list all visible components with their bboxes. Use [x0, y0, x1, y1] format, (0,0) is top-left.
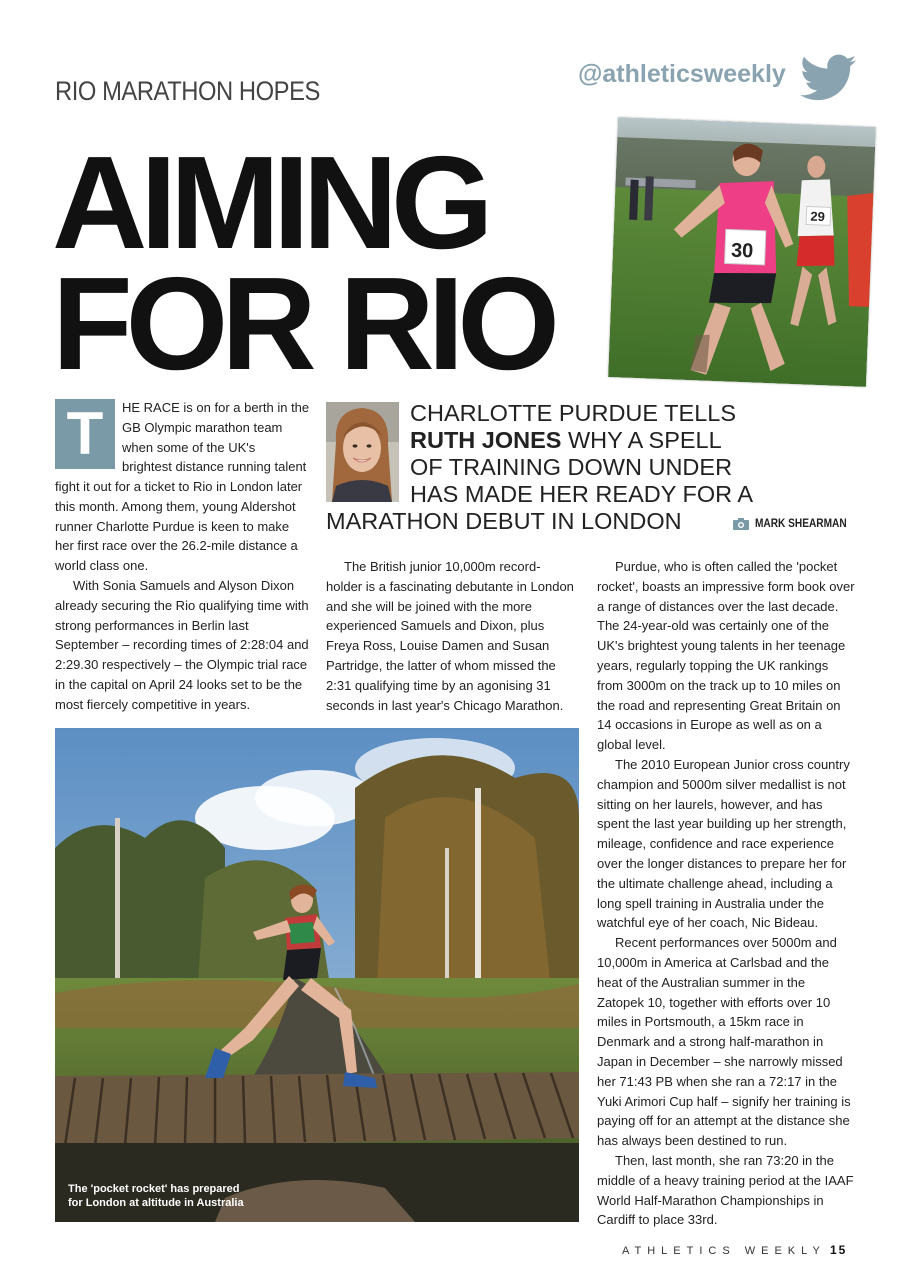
paragraph: Purdue, who is often called the 'pocket rocket', boasts an impressive form book over a range of distances over the last decade. The 24-year-old was certainly one of the UK's brightest young talents in her teenage years, regularly topping the UK rankings from 3000m on the track up to 10 miles on the road and representing Great Britain on 14 occasions in Europe as well as on a global level.	[597, 559, 855, 753]
column-3	[597, 557, 855, 1230]
deck-line-5: MARATHON DEBUT IN LONDON	[326, 508, 682, 534]
camera-icon	[733, 518, 749, 530]
paragraph: The 2010 European Junior cross country champion and 5000m silver medallist is not sitting on her laurels, however, and has spent the last year building up her strength, mileage, confidence and race experience over the longer distances to prepare her for the ultimate challenge ahead, including a long spell training in Australia under the watchful eye of her coach, Nic Bideau.	[597, 756, 850, 931]
paragraph: With Sonia Samuels and Alyson Dixon already securing the Rio qualifying time with strong performances in Berlin last September – recording times of 2:28:04 and 2:29.30 respectively – the Olympic trial race in the capital on April 24 looks set to be the most fiercely competitive in years.	[55, 577, 309, 712]
bib-29: 29	[810, 208, 826, 225]
drop-cap: T	[55, 399, 115, 469]
intro-line: GB Olympic marathon team	[122, 419, 283, 435]
caption-line: for London at altitude in Australia	[68, 1196, 244, 1209]
column-2	[326, 557, 576, 715]
headline-line-2: FOR RIO	[52, 250, 553, 397]
deck-line-3: OF TRAINING DOWN UNDER	[410, 454, 733, 480]
headline-line-1: AIMING	[52, 129, 487, 276]
intro-line: brightest distance running talent	[122, 459, 307, 475]
caption-line: The 'pocket rocket' has prepared	[68, 1183, 240, 1195]
twitter-bird-icon[interactable]	[800, 54, 856, 102]
cross-country-race-photo	[608, 117, 876, 387]
paragraph: fight it out for a ticket to Rio in London later this month. Among them, young Aldershot runner Charlotte Purdue is keen to make her first race over the 26.2-mile distance a world class one.	[55, 479, 303, 574]
section-label: RIO MARATHON HOPES	[55, 76, 320, 106]
photo-caption	[68, 1183, 268, 1210]
deck-line-1: CHARLOTTE PURDUE TELLS	[410, 400, 737, 426]
footer-brand: ATHLETICS WEEKLY	[622, 1245, 826, 1257]
twitter-handle[interactable]: @athleticsweekly	[578, 60, 786, 88]
photo-credit: MARK SHEARMAN	[755, 518, 847, 530]
bib-30: 30	[730, 239, 754, 263]
page-number: 15	[830, 1243, 848, 1257]
deck-line-2-rest: WHY A SPELL	[561, 427, 722, 453]
author-portrait-photo	[326, 402, 399, 502]
training-illustration	[55, 728, 579, 1222]
race-illustration	[608, 117, 876, 387]
training-run-photo	[55, 728, 579, 1222]
column-1	[55, 477, 311, 715]
paragraph: Then, last month, she ran 73:20 in the middle of a heavy training period at the IAAF World Half-Marathon Championships in Cardiff to place 33rd.	[597, 1152, 854, 1228]
intro-paragraph	[122, 398, 310, 477]
paragraph: Recent performances over 5000m and 10,000m in America at Carlsbad and the heat of the Australian summer in the Zatopek 10, together with efforts over 10 miles in Portsmouth, a 15km race in Denmark and a strong half-marathon in Japan in December – she narrowly missed her 71:43 PB when she ran a 72:17 in the Yuki Arimori Cup half – signify her training is paying off for an attempt at the distance she has always been destined to run.	[597, 935, 851, 1149]
paragraph: The British junior 10,000m record-holder is a fascinating debutante in London and she will be joined with the more experienced Samuels and Dixon, plus Freya Ross, Louise Damen and Susan Partridge, the latter of whom missed the 2:31 qualifying time by an agonising 31 seconds in last year's Chicago Marathon.	[326, 559, 574, 713]
intro-line: when some of the UK's	[122, 439, 256, 455]
intro-line: HE RACE is on for a berth in the	[122, 400, 310, 415]
deck-line-2	[410, 427, 722, 454]
deck-line-4: HAS MADE HER READY FOR A	[410, 481, 753, 507]
portrait-illustration	[326, 402, 399, 502]
author-name: RUTH JONES	[410, 427, 562, 453]
